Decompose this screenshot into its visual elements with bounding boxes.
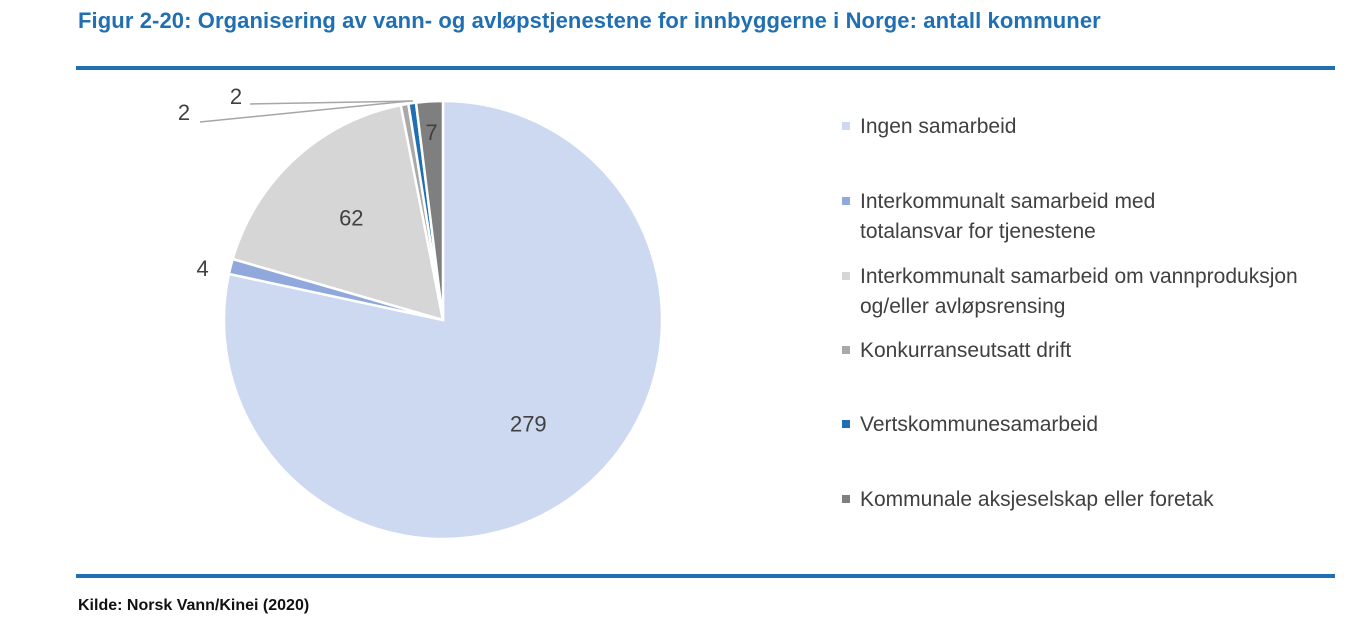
- legend-swatch-2: [842, 197, 850, 205]
- legend-swatch-3: [842, 272, 850, 280]
- data-label-5: 2: [229, 83, 243, 109]
- legend-label-5: Vertskommunesamarbeid: [860, 413, 1099, 436]
- legend-label-6: Kommunale aksjeselskap eller foretak: [860, 488, 1214, 511]
- legend-label-4: Konkurranseutsatt drift: [860, 339, 1072, 362]
- data-label-6: 7: [425, 120, 438, 146]
- legend-swatch-1: [842, 122, 850, 130]
- figure-title: Figur 2-20: Organisering av vann- og avløpstjenestene for innbyggerne i Norge: antall kommuner: [78, 8, 1101, 33]
- legend-item-6: [842, 485, 1214, 515]
- legend-item-3: [842, 262, 1300, 322]
- bottom-divider: [76, 574, 1335, 578]
- data-label-2: 4: [196, 256, 209, 282]
- pie-chart: [0, 0, 700, 570]
- legend-swatch-4: [842, 346, 850, 354]
- legend-item-1: [842, 112, 1016, 142]
- legend-swatch-5: [842, 420, 850, 428]
- data-label-1: 279: [509, 411, 547, 437]
- legend-label-3: Interkommunalt samarbeid om vannproduksjon og/eller avløpsrensing: [860, 265, 1298, 318]
- legend-item-2: [842, 187, 1220, 247]
- legend-item-5: [842, 410, 1098, 440]
- legend-label-2: Interkommunalt samarbeid med totalansvar for tjenestene: [860, 190, 1156, 243]
- source-note: Kilde: Norsk Vann/Kinei (2020): [78, 597, 310, 614]
- legend-label-1: Ingen samarbeid: [860, 115, 1017, 138]
- legend-swatch-6: [842, 495, 850, 503]
- data-label-4: 2: [177, 99, 191, 125]
- legend-item-4: [842, 336, 1071, 366]
- data-label-3: 62: [339, 205, 364, 231]
